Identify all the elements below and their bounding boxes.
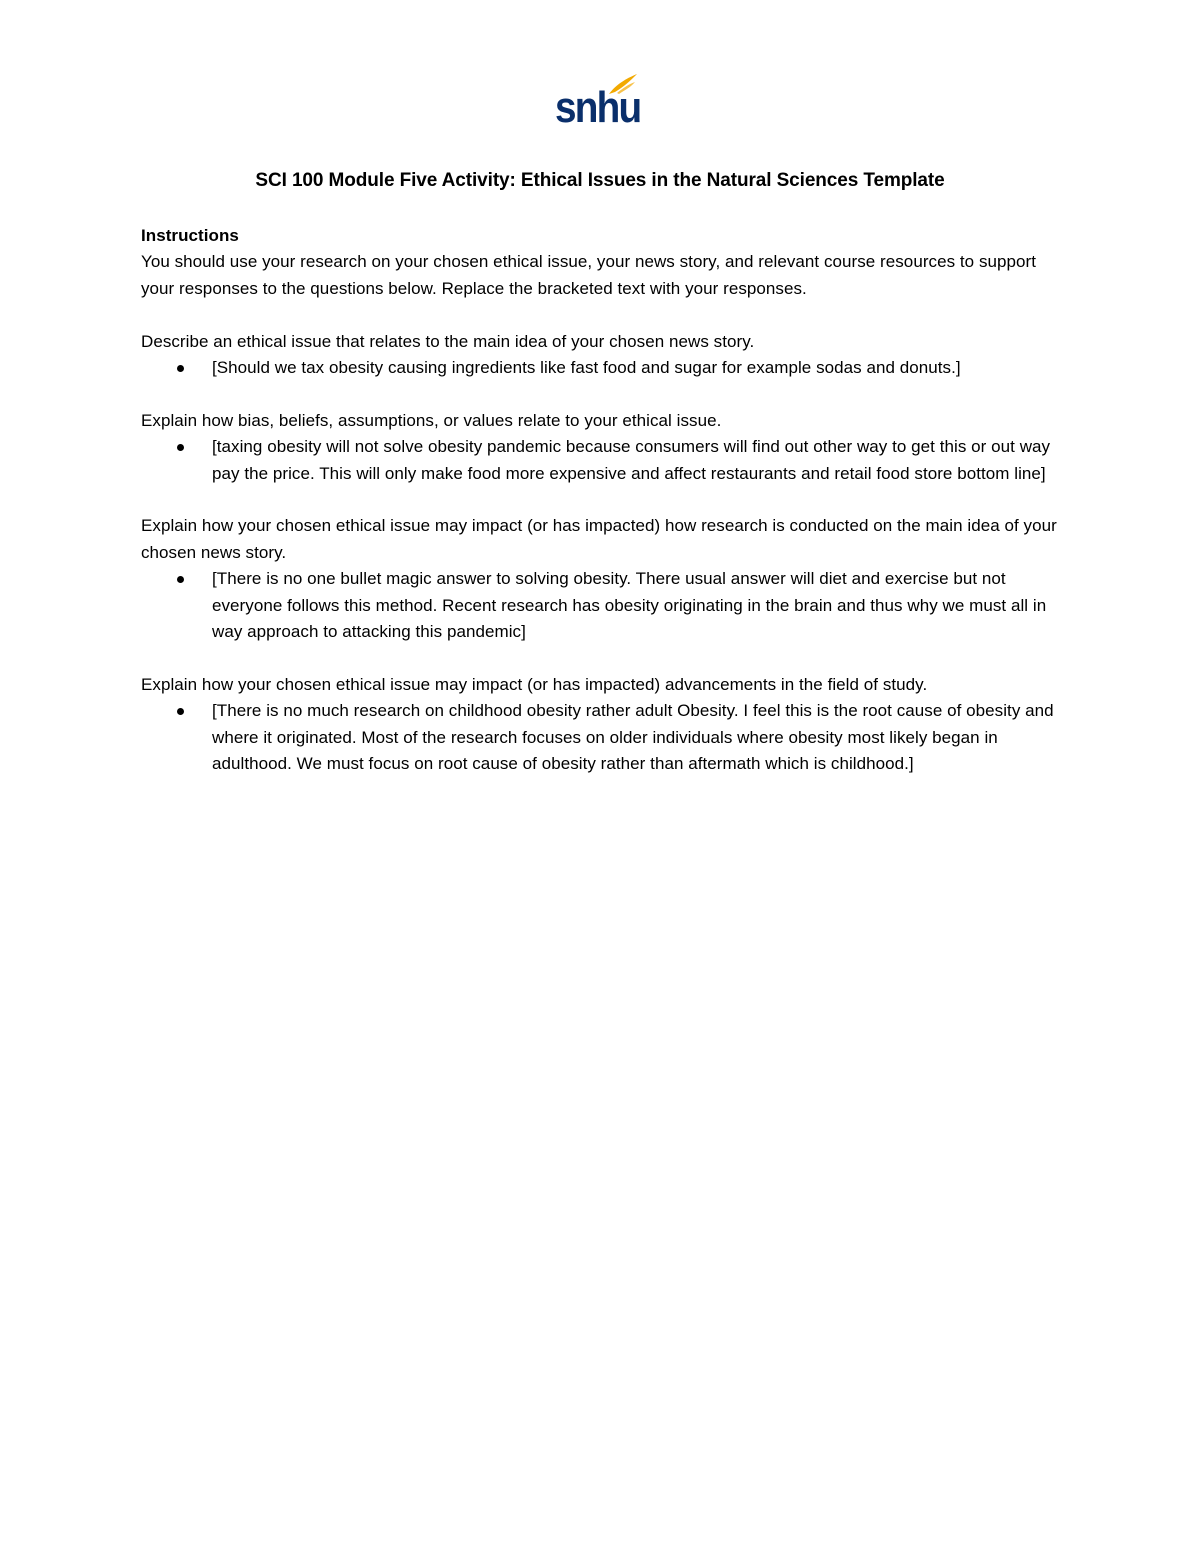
question-prompt: Explain how your chosen ethical issue may impact (or has impacted) how research is conducted on the main idea of your chosen news story. bbox=[141, 516, 1057, 562]
answer-text: [There is no one bullet magic answer to solving obesity. There usual answer will diet and exercise but not everyone follows this method. Recent research has obesity originating in the brain and thus why we must all in way approach to attacking this pandemic] bbox=[212, 569, 1047, 642]
document-title: SCI 100 Module Five Activity: Ethical Issues in the Natural Sciences Template bbox=[255, 170, 945, 191]
answer-list bbox=[141, 698, 1071, 777]
bullet-icon bbox=[177, 708, 184, 715]
answer-item bbox=[141, 355, 1071, 381]
bullet-icon bbox=[177, 444, 184, 451]
answer-item bbox=[141, 566, 1071, 645]
answer-list bbox=[141, 566, 1071, 645]
answer-text: [taxing obesity will not solve obesity pandemic because consumers will find out other way to get this or out way pay the price. This will only make food more expensive and affect restaurants and retail food store bottom line] bbox=[212, 437, 1051, 483]
document-body bbox=[141, 223, 1071, 777]
answer-text: [There is no much research on childhood obesity rather adult Obesity. I feel this is the root cause of obesity and where it originated. Most of the research focuses on older individuals where obesity most likely began in adulthood. We must focus on root cause of obesity rather than aftermath which is childhood.] bbox=[212, 701, 1054, 774]
question-prompt: Explain how bias, beliefs, assumptions, or values relate to your ethical issue. bbox=[141, 410, 722, 430]
question-prompt: Explain how your chosen ethical issue may impact (or has impacted) advancements in the field of study. bbox=[141, 674, 928, 694]
question-prompt: Describe an ethical issue that relates to the main idea of your chosen news story. bbox=[141, 331, 755, 351]
instructions-text: You should use your research on your chosen ethical issue, your news story, and relevant course resources to support your responses to the questions below. Replace the bracketed text with your responses. bbox=[141, 252, 1037, 298]
instructions-heading: Instructions bbox=[141, 226, 239, 245]
bullet-icon bbox=[177, 365, 184, 372]
answer-item bbox=[141, 434, 1071, 487]
answer-list bbox=[141, 434, 1071, 487]
bullet-icon bbox=[177, 576, 184, 583]
snhu-logo bbox=[555, 72, 639, 134]
answer-text: [Should we tax obesity causing ingredients like fast food and sugar for example sodas and donuts.] bbox=[212, 358, 961, 378]
logo-wordmark: snhu bbox=[555, 83, 641, 132]
answer-list bbox=[141, 355, 1071, 381]
answer-item bbox=[141, 698, 1071, 777]
